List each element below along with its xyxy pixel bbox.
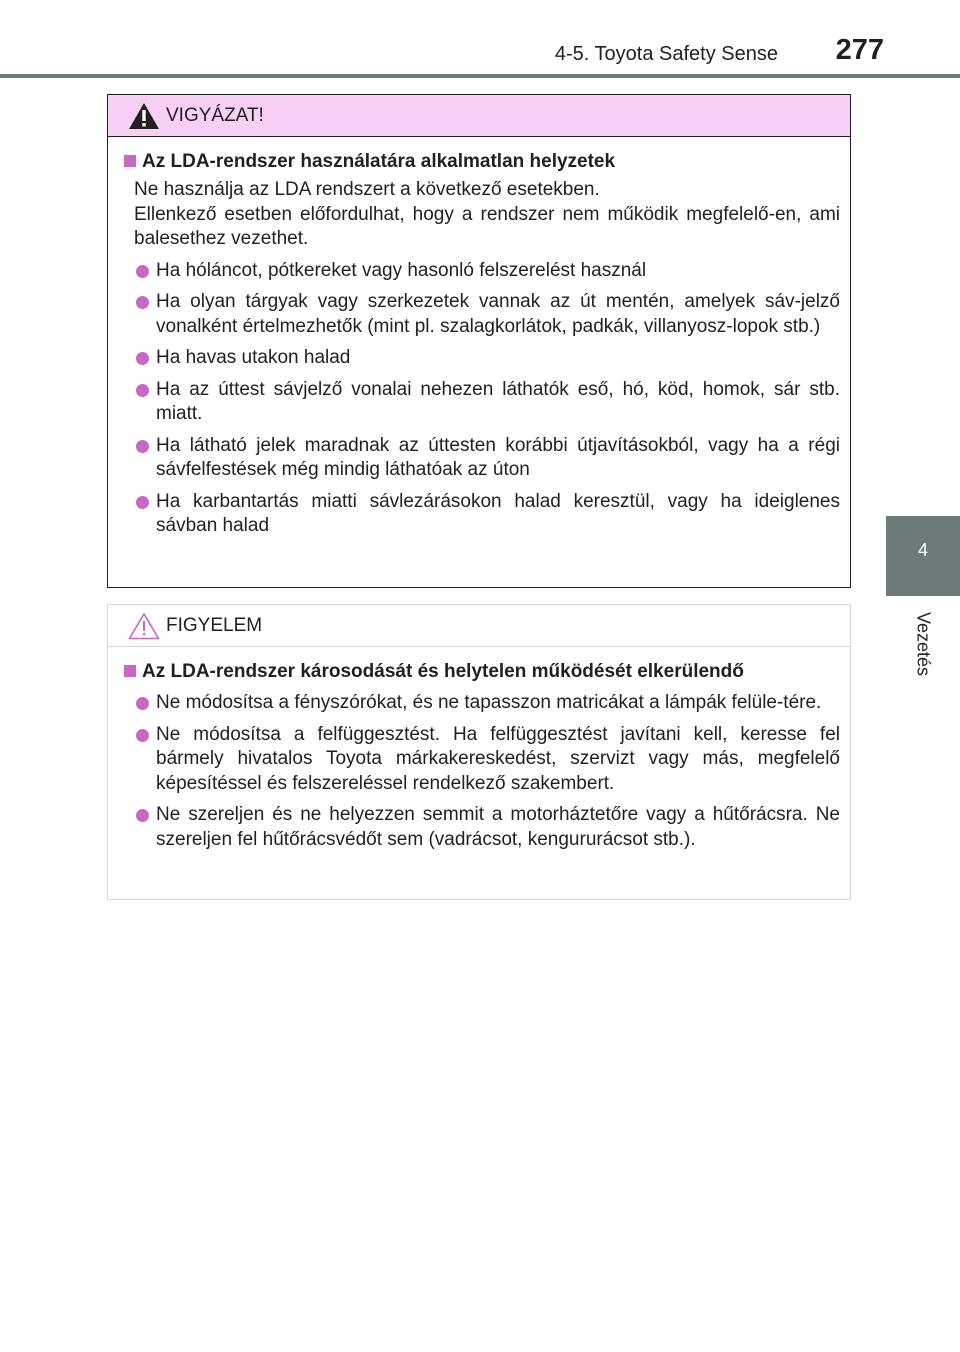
- square-bullet-icon: [124, 155, 136, 167]
- notice-box: [107, 604, 851, 900]
- section-title: 4-5. Toyota Safety Sense: [554, 43, 778, 65]
- list-item: [122, 691, 840, 716]
- warning-intro-line: Ne használja az LDA rendszert a következő esetekben.: [134, 179, 600, 200]
- bullet-dot-icon: [136, 265, 149, 278]
- warning-intro-line: Ellenkező esetben előfordulhat, hogy a rendszer nem működik megfelelő-en, ami balesethez vezethet.: [134, 203, 840, 249]
- list-item-text: Ne szereljen és ne helyezzen semmit a motorháztetőre vagy a hűtőrácsra. Ne szereljen fel hűtőrácsvédőt sem (vadrácsot, kengururácsot stb.).: [156, 804, 840, 850]
- notice-subheading: [122, 659, 840, 684]
- bullet-dot-icon: [136, 384, 149, 397]
- bullet-dot-icon: [136, 729, 149, 742]
- list-item: [122, 434, 840, 483]
- list-item: [122, 290, 840, 339]
- bullet-dot-icon: [136, 440, 149, 453]
- warning-subheading: [122, 149, 840, 174]
- chapter-number: 4: [917, 540, 928, 560]
- bullet-dot-icon: [136, 352, 149, 365]
- list-item-text: Ne módosítsa a fényszórókat, és ne tapasszon matricákat a lámpák felüle-tére.: [156, 692, 822, 713]
- list-item-text: Ha olyan tárgyak vagy szerkezetek vannak az út mentén, amelyek sáv-jelző vonalként értelmezhetők (mint pl. szalagkorlátok, padkák, villanyosz-lopok stb.): [156, 291, 840, 337]
- warning-triangle-icon: [128, 102, 160, 130]
- list-item-text: Ne módosítsa a felfüggesztést. Ha felfüggesztést javítani kell, keresse fel bármely hivatalos Toyota márkakereskedést, szervizt vagy más, megfelelő képesítéssel és felszereléssel rendelkező szakembert.: [156, 723, 840, 794]
- list-item-text: Ha hóláncot, pótkereket vagy hasonló felszerelést használ: [156, 259, 647, 281]
- list-item: [122, 346, 840, 371]
- chapter-tab[interactable]: [886, 516, 960, 596]
- page-number: 277: [835, 34, 884, 66]
- square-bullet-icon: [124, 665, 136, 677]
- caution-triangle-icon: [128, 612, 160, 640]
- warning-box-title: VIGYÁZAT!: [166, 105, 264, 126]
- list-item-text: Ha az úttest sávjelző vonalai nehezen láthatók eső, hó, köd, homok, sár stb. miatt.: [156, 378, 840, 424]
- chapter-label-text: Vezetés: [913, 611, 934, 677]
- list-item: [122, 490, 840, 539]
- list-item: [122, 378, 840, 427]
- list-item-text: Ha havas utakon halad: [156, 347, 351, 368]
- warning-subheading-text: Az LDA-rendszer használatára alkalmatlan helyzetek: [142, 151, 616, 172]
- notice-box-header: [108, 605, 850, 647]
- list-item: [122, 259, 840, 284]
- warning-box-header: [108, 95, 850, 137]
- bullet-dot-icon: [136, 809, 149, 822]
- warning-intro: [122, 178, 840, 252]
- notice-box-title: FIGYELEM: [166, 615, 263, 636]
- bullet-dot-icon: [136, 296, 149, 309]
- notice-box-body: [108, 647, 850, 852]
- header-rule: [0, 74, 960, 78]
- list-item: [122, 803, 840, 852]
- list-item: [122, 723, 840, 797]
- warning-box: [107, 94, 851, 588]
- bullet-dot-icon: [136, 496, 149, 509]
- warning-box-body: [108, 137, 850, 539]
- notice-subheading-text: Az LDA-rendszer károsodását és helytelen működését elkerülendő: [142, 661, 744, 682]
- list-item-text: Ha látható jelek maradnak az úttesten korábbi útjavításokból, vagy ha a régi sávfelfestések még mindig láthatóak az úton: [156, 434, 840, 480]
- bullet-dot-icon: [136, 697, 149, 710]
- list-item-text: Ha karbantartás miatti sávlezárásokon halad keresztül, vagy ha ideiglenes sávban halad: [156, 490, 840, 536]
- chapter-label: [886, 596, 960, 692]
